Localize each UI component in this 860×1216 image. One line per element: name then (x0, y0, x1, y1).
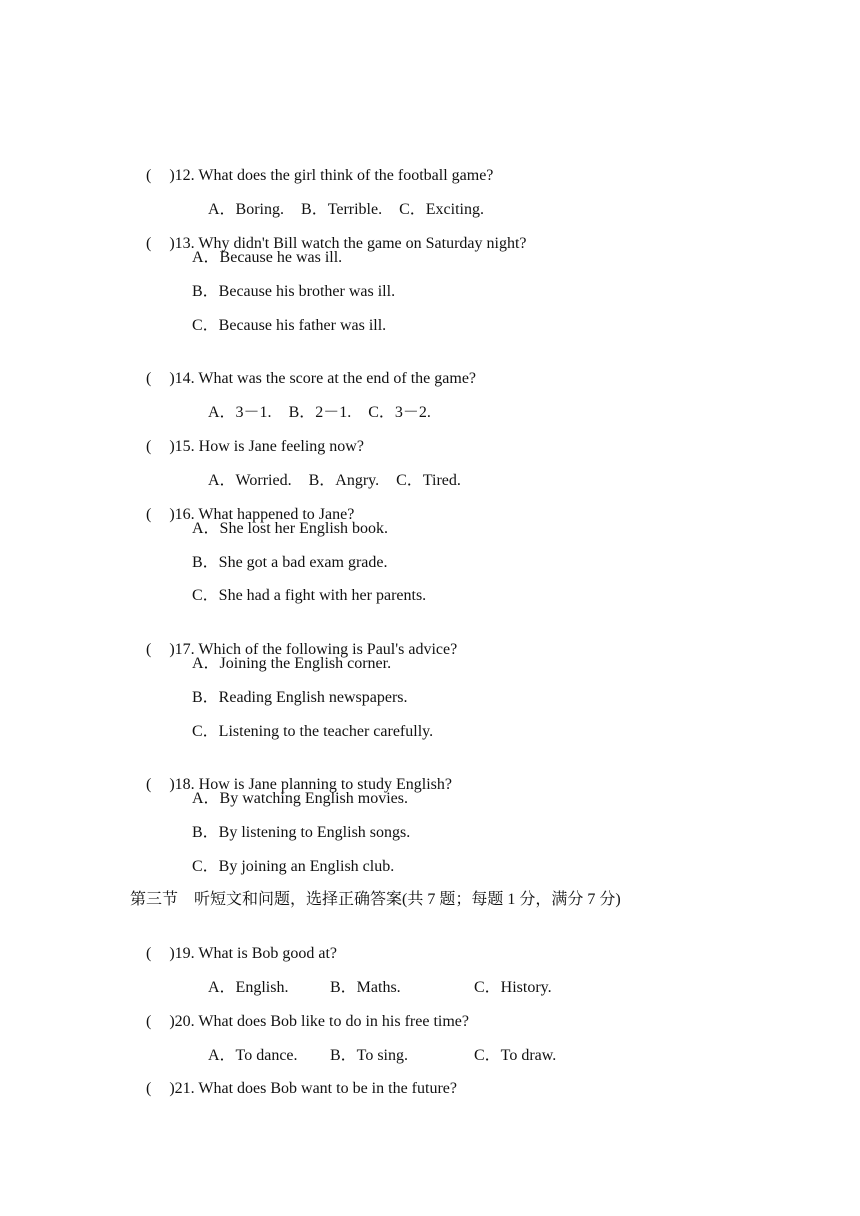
question-text: What does Bob like to do in his free time? (198, 1013, 469, 1030)
question-number: 16 (174, 506, 191, 523)
option-a: A．Because he was ill. (192, 249, 343, 266)
section-heading: 第三节 听短文和问题，选择正确答案(共 7 题；每题 1 分，满分 7 分) (130, 891, 621, 908)
option-b: B．Because his brother was ill. (192, 283, 396, 300)
option-b: B．Angry. (308, 472, 380, 489)
option-c: C．Exciting. (399, 201, 484, 218)
question-number: 14 (174, 370, 191, 387)
question-17: ( )17. Which of the following is Paul's advice? (146, 641, 458, 658)
question-number: 12 (174, 167, 191, 184)
question-number: 15 (174, 438, 191, 455)
option-c: C．History. (474, 979, 552, 996)
answer-blank[interactable]: ( ) (146, 506, 175, 523)
question-20: ( )20. What does Bob like to do in his free time? (146, 1013, 469, 1030)
question-14: ( )14. What was the score at the end of the game? (146, 370, 477, 387)
question-text: How is Jane planning to study English? (198, 776, 452, 793)
question-text: What does Bob want to be in the future? (198, 1080, 457, 1097)
option-a: A．To dance. (208, 1047, 298, 1064)
question-text: How is Jane feeling now? (198, 438, 364, 455)
option-a: A．Boring. (208, 201, 285, 218)
question-15: ( )15. How is Jane feeling now? (146, 438, 364, 455)
question-number: 17 (174, 641, 191, 658)
question-number: 13 (174, 235, 191, 252)
answer-blank[interactable]: ( ) (146, 235, 175, 252)
question-13: ( )13. Why didn't Bill watch the game on Saturday night? (146, 235, 527, 252)
answer-blank[interactable]: ( ) (146, 167, 175, 184)
question-text: What does the girl think of the football game? (198, 167, 494, 184)
question-text: What was the score at the end of the game? (198, 370, 477, 387)
question-12: ( )12. What does the girl think of the football game? (146, 167, 494, 184)
option-c: C．Because his father was ill. (192, 317, 387, 334)
question-16: ( )16. What happened to Jane? (146, 506, 355, 523)
option-b: B．By listening to English songs. (192, 824, 411, 841)
option-c: C．Tired. (396, 472, 461, 489)
option-c: C．3－2. (368, 404, 431, 421)
option-c: C．Listening to the teacher carefully. (192, 723, 434, 740)
option-b: B．Terrible. (301, 201, 383, 218)
option-c: C．By joining an English club. (192, 858, 395, 875)
option-a: A．3－1. (208, 404, 272, 421)
answer-blank[interactable]: ( ) (146, 776, 175, 793)
option-a: A．Joining the English corner. (192, 655, 392, 672)
answer-blank[interactable]: ( ) (146, 641, 175, 658)
answer-blank[interactable]: ( ) (146, 370, 175, 387)
answer-blank[interactable]: ( ) (146, 945, 175, 962)
question-text: Why didn't Bill watch the game on Saturday night? (198, 235, 527, 252)
option-a: A．English. (208, 979, 289, 996)
option-a: A．By watching English movies. (192, 790, 408, 807)
option-b: B．She got a bad exam grade. (192, 554, 388, 571)
question-text: Which of the following is Paul's advice? (198, 641, 458, 658)
question-18: ( )18. How is Jane planning to study English? (146, 776, 452, 793)
option-c: C．To draw. (474, 1047, 557, 1064)
option-c: C．She had a fight with her parents. (192, 587, 427, 604)
question-19: ( )19. What is Bob good at? (146, 945, 338, 962)
answer-blank[interactable]: ( ) (146, 1080, 175, 1097)
question-text: What happened to Jane? (198, 506, 355, 523)
answer-blank[interactable]: ( ) (146, 438, 175, 455)
question-number: 20 (174, 1013, 191, 1030)
question-number: 18 (174, 776, 191, 793)
option-a: A．Worried. (208, 472, 292, 489)
option-b: B．Reading English newspapers. (192, 689, 408, 706)
option-b: B．2－1. (288, 404, 352, 421)
option-b: B．To sing. (330, 1047, 409, 1064)
question-number: 21 (174, 1080, 191, 1097)
question-21: ( )21. What does Bob want to be in the future? (146, 1080, 457, 1097)
option-b: B．Maths. (330, 979, 401, 996)
question-number: 19 (174, 945, 191, 962)
answer-blank[interactable]: ( ) (146, 1013, 175, 1030)
question-text: What is Bob good at? (198, 945, 338, 962)
option-a: A．She lost her English book. (192, 520, 388, 537)
